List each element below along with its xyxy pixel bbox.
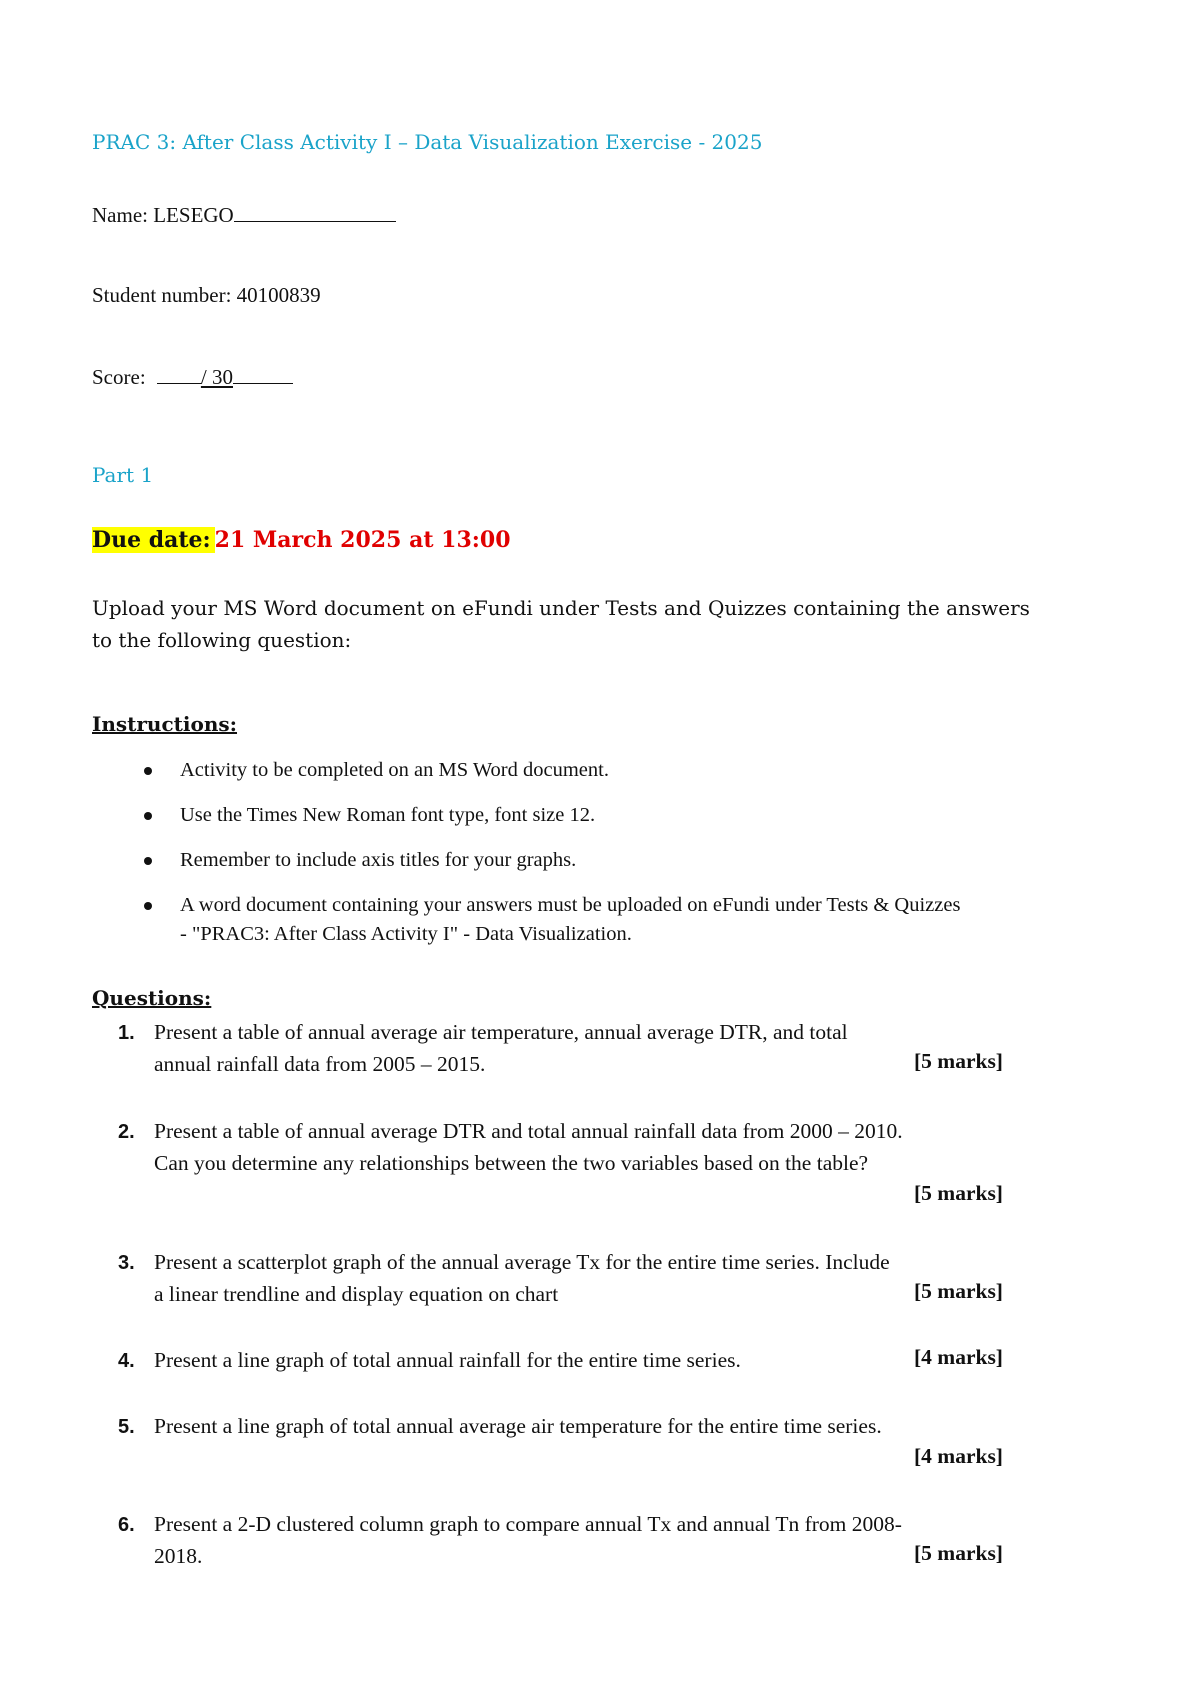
name-blank-line xyxy=(234,203,396,222)
instruction-item: Activity to be completed on an MS Word document. xyxy=(180,759,609,781)
name-value: LESEGO xyxy=(153,203,234,227)
name-row xyxy=(92,203,396,228)
student-number-value: 40100839 xyxy=(236,283,321,307)
question-text: Present a line graph of total annual rainfall for the entire time series. xyxy=(154,1348,741,1372)
instruction-item-continuation: - "PRAC3: After Class Activity I" - Data Visualization. xyxy=(180,923,632,945)
question-number: 1. xyxy=(118,1022,135,1044)
instructions-heading: Instructions: xyxy=(92,712,238,736)
bullet-icon xyxy=(144,857,152,865)
question-marks: [4 marks] xyxy=(914,1444,1003,1468)
question-text: annual rainfall data from 2005 – 2015. xyxy=(154,1052,486,1076)
bullet-icon xyxy=(144,767,152,775)
question-marks: [5 marks] xyxy=(914,1181,1003,1205)
question-text: Present a line graph of total annual average air temperature for the entire time series. xyxy=(154,1414,882,1438)
due-date-value: 21 March 2025 at 13:00 xyxy=(214,527,511,553)
upload-instruction: Upload your MS Word document on eFundi under Tests and Quizzes containing the answers to the following question: xyxy=(92,596,1030,652)
score-trailing-line xyxy=(233,365,293,384)
bullet-icon xyxy=(144,812,152,820)
question-number: 2. xyxy=(118,1121,135,1143)
question-number: 5. xyxy=(118,1416,135,1438)
question-text: Present a 2-D clustered column graph to compare annual Tx and annual Tn from 2008- xyxy=(154,1512,902,1536)
score-blank-line xyxy=(157,365,201,384)
question-number: 3. xyxy=(118,1252,135,1274)
question-number: 4. xyxy=(118,1350,135,1372)
question-marks: [5 marks] xyxy=(914,1541,1003,1565)
question-marks: [5 marks] xyxy=(914,1049,1003,1073)
due-date-row xyxy=(92,527,511,553)
student-number-row xyxy=(92,283,321,308)
questions-heading: Questions: xyxy=(92,986,212,1010)
due-date-label: Due date: xyxy=(92,527,215,553)
score-row xyxy=(92,365,293,390)
question-marks: [5 marks] xyxy=(914,1279,1003,1303)
question-number: 6. xyxy=(118,1514,135,1536)
instruction-item: A word document containing your answers must be uploaded on eFundi under Tests & Quizzes xyxy=(180,894,961,916)
student-number-label: Student number: xyxy=(92,283,237,307)
instruction-item: Use the Times New Roman font type, font size 12. xyxy=(180,804,596,826)
question-text: Can you determine any relationships between the two variables based on the table? xyxy=(154,1151,869,1175)
instruction-item: Remember to include axis titles for your graphs. xyxy=(180,849,577,871)
part-heading: Part 1 xyxy=(92,463,154,487)
document-title: PRAC 3: After Class Activity I – Data Visualization Exercise - 2025 xyxy=(92,130,763,154)
question-text: Present a scatterplot graph of the annual average Tx for the entire time series. Include xyxy=(154,1250,890,1274)
question-text: Present a table of annual average DTR and total annual rainfall data from 2000 – 2010. xyxy=(154,1119,903,1143)
score-total: / 30 xyxy=(200,365,233,389)
question-text: a linear trendline and display equation on chart xyxy=(154,1282,559,1306)
question-text: 2018. xyxy=(154,1544,203,1568)
question-text: Present a table of annual average air temperature, annual average DTR, and total xyxy=(154,1020,848,1044)
score-label: Score: xyxy=(92,365,146,389)
question-marks: [4 marks] xyxy=(914,1345,1003,1369)
bullet-icon xyxy=(144,902,152,910)
name-label: Name: xyxy=(92,203,154,227)
